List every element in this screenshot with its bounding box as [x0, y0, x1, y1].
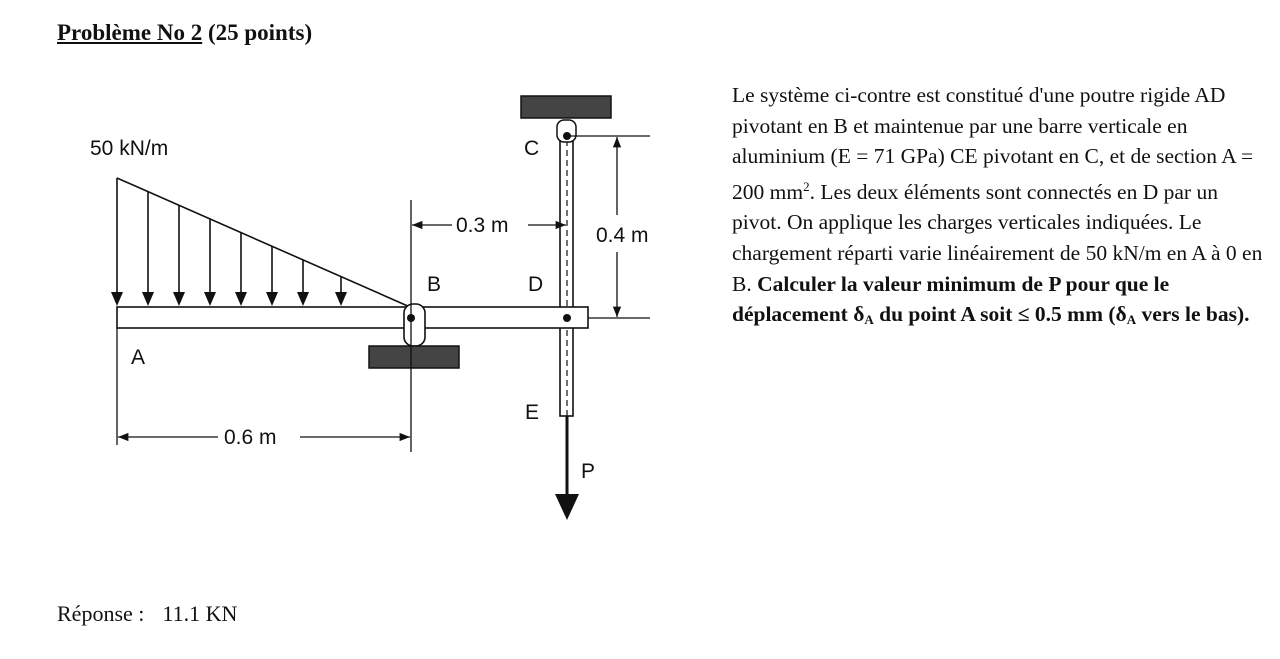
- problem-number: Problème No 2: [57, 20, 203, 45]
- rigid-beam-ad: [117, 307, 588, 328]
- pivot-bracket-b: [404, 304, 425, 346]
- question-text: du point A soit ≤ 0.5 mm (δ: [873, 302, 1127, 327]
- load-profile-line: [117, 178, 410, 307]
- label-b: B: [427, 273, 442, 296]
- answer-line: [57, 601, 237, 627]
- distributed-load: [117, 178, 410, 307]
- description-text: . Les deux éléments sont connectés en D par un pivot. On applique les charges verticales indiquées. Le chargement réparti varie linéairement de 50 kN/m en A à 0 en B.: [732, 179, 1263, 296]
- question-text: Calculer la valeur minimum de P pour que le déplacement δ: [732, 271, 1170, 327]
- label-d: D: [528, 273, 544, 296]
- answer-value: 11.1 KN: [162, 601, 238, 626]
- load-label: 50 kN/m: [90, 137, 169, 160]
- label-e: E: [525, 401, 540, 424]
- pin-d: [563, 314, 571, 322]
- load-arrowheads: [111, 292, 347, 306]
- dim-bd-label: 0.3 m: [456, 214, 509, 237]
- description-text: Le système ci-contre est constitué d'une poutre rigide AD pivotant en B et maintenue par une barre verticale en aluminium (E = 71 GPa) CE pivotant en C, et de section A = 200 mm: [732, 83, 1254, 204]
- subscript: A: [1126, 312, 1137, 328]
- superscript: 2: [803, 178, 810, 194]
- ceiling-support: [521, 96, 611, 118]
- ground-support-b: [369, 346, 459, 368]
- problem-points: (25 points): [207, 20, 313, 45]
- load-p-arrowhead: [555, 494, 579, 520]
- label-a: A: [131, 346, 146, 369]
- label-c: C: [524, 137, 540, 160]
- mechanics-diagram: [0, 0, 700, 560]
- problem-description: [732, 80, 1267, 336]
- description-paragraph: [732, 80, 1267, 336]
- answer-label: Réponse :: [57, 601, 145, 626]
- question-text: vers le bas).: [1136, 302, 1250, 327]
- dim-ab-label: 0.6 m: [224, 426, 277, 449]
- label-p: P: [581, 460, 596, 483]
- dim-cd-label: 0.4 m: [596, 224, 649, 247]
- subscript: A: [864, 312, 874, 328]
